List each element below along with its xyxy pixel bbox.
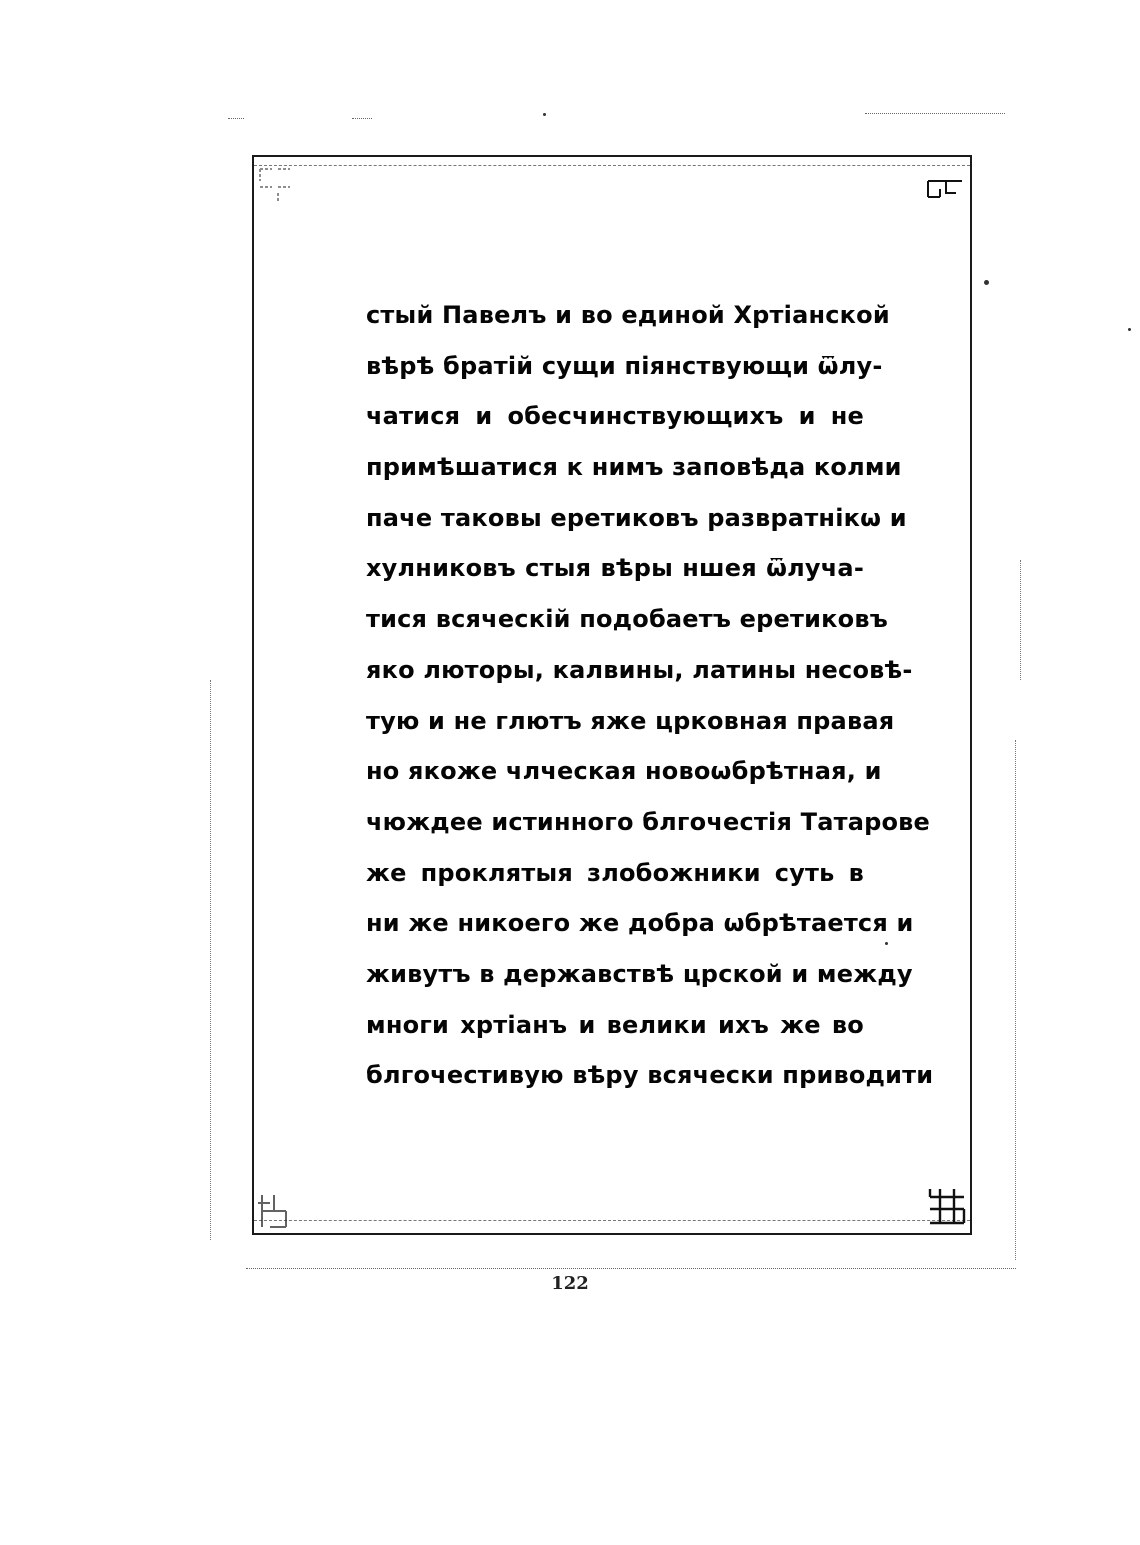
frame-bottom-rule	[254, 1220, 970, 1221]
text-line: ни же никоего же добра ѡбрѣтается и	[366, 909, 914, 938]
text-line: хулниковъ стыя вѣры ншея ѿлуча-	[366, 554, 864, 583]
text-line: тую и не глютъ яже црковная правая	[366, 706, 895, 735]
page-number: 122	[551, 1273, 589, 1294]
scan-rule-top-mid	[352, 118, 372, 119]
scan-rule-right	[1015, 740, 1016, 1260]
scan-rule-left	[210, 680, 211, 1240]
scan-speck	[984, 280, 989, 285]
text-line: блгочестивую вѣру всячески приводити	[366, 1061, 934, 1090]
text-line: тися всяческій подобаетъ еретиковъ	[366, 605, 888, 634]
text-line: чатися и обесчинствующихъ и не	[366, 402, 864, 431]
text-line: чюждее истинного блгочестія Татарове	[366, 807, 931, 836]
corner-ornament-icon	[926, 171, 964, 209]
frame-top-rule	[254, 165, 970, 166]
text-line: же проклятыя злобожники суть в	[366, 858, 864, 887]
text-line: многи хртіанъ и велики ихъ же во	[366, 1010, 864, 1039]
scan-speck	[1128, 328, 1131, 331]
text-line: стый Павелъ и во единой Хртіанской	[366, 301, 890, 329]
scan-rule-top-left	[228, 118, 244, 119]
text-line: вѣрѣ братій сущи піянствующи ѿлу-	[366, 351, 883, 380]
corner-ornament-icon	[256, 1191, 294, 1229]
scan-rule-bottom	[246, 1268, 1016, 1269]
text-line: яко люторы, калвины, латины несовѣ-	[366, 655, 913, 684]
corner-ornament-icon	[928, 1187, 966, 1225]
text-line: примѣшатися к нимъ заповѣда колми	[366, 453, 902, 482]
scan-rule-top-right	[865, 113, 1005, 114]
text-line: паче таковы еретиковъ развратнікѡ и	[366, 503, 907, 532]
text-line: живутъ в державствѣ црской и между	[366, 959, 913, 988]
page-body-text	[366, 290, 934, 1101]
scan-speck	[543, 113, 546, 116]
corner-ornament-icon	[256, 163, 294, 201]
text-line: но якоже члческая новоѡбрѣтная, и	[366, 757, 882, 786]
scan-rule-right-upper	[1020, 560, 1021, 680]
